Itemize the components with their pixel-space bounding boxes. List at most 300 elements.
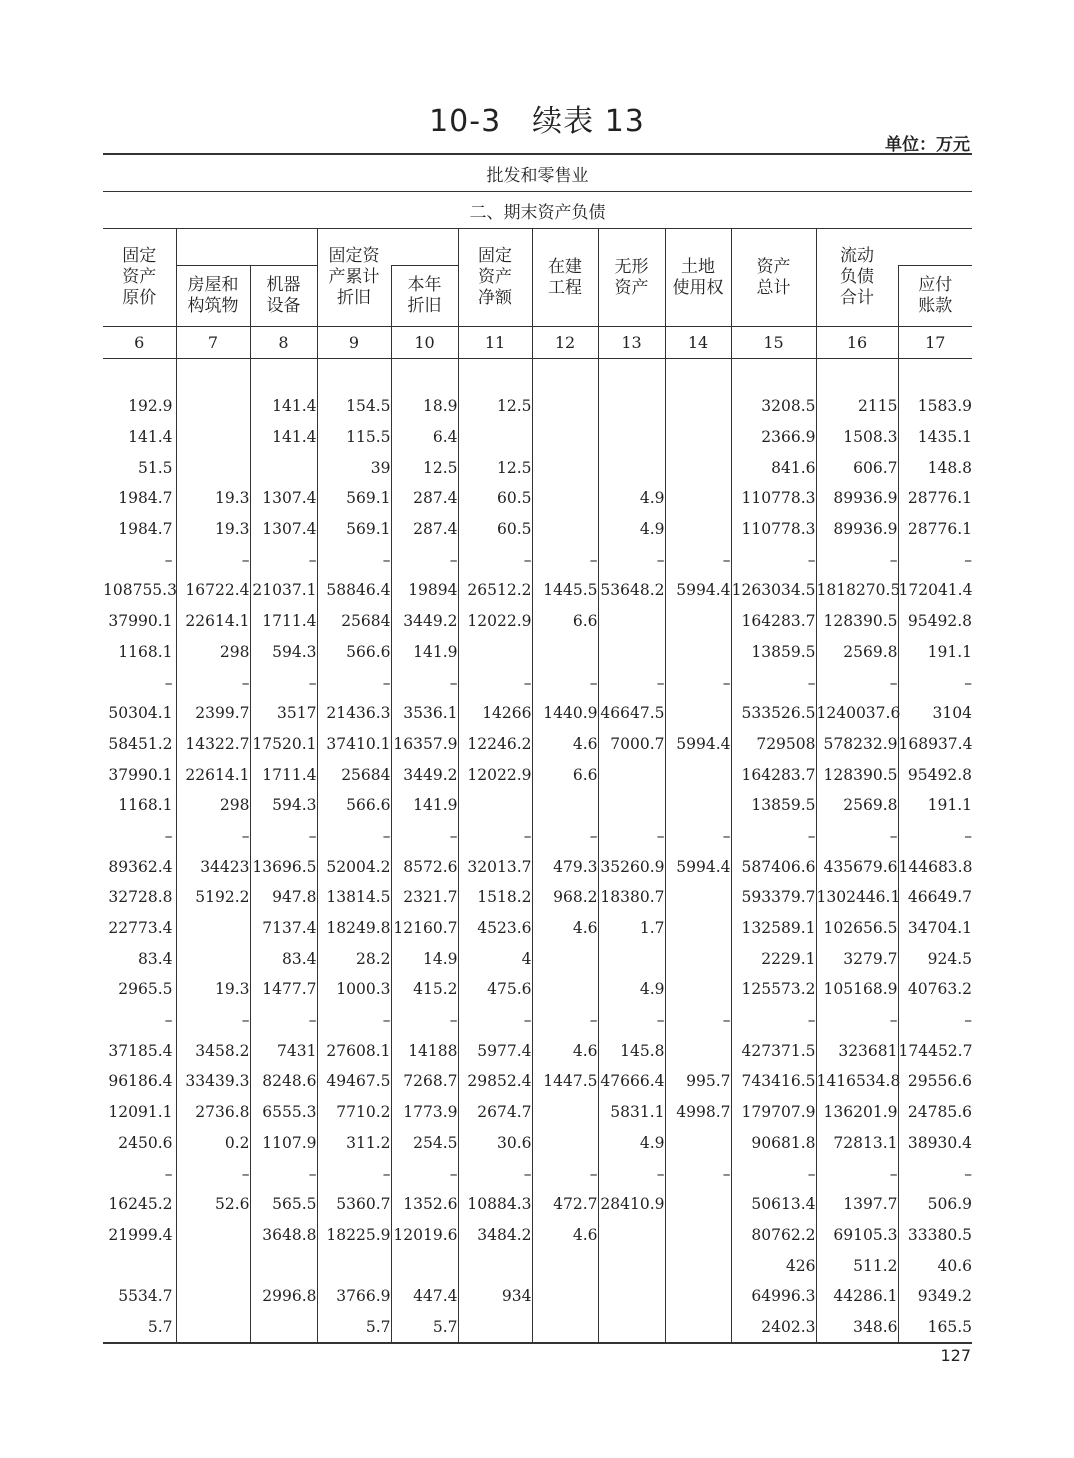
table-cell — [665, 637, 731, 668]
table-cell: 947.8 — [250, 882, 317, 913]
table-row — [103, 422, 972, 453]
table-cell: 4523.6 — [458, 913, 532, 944]
table-cell: – — [532, 667, 598, 698]
table-cell: 60.5 — [458, 483, 532, 514]
table-cell: 24785.6 — [898, 1097, 972, 1128]
table-cell — [250, 1312, 317, 1344]
table-cell: 37185.4 — [108, 1041, 173, 1060]
table-cell: 141.4 — [250, 391, 317, 422]
table-cell: 105168.9 — [816, 974, 898, 1005]
table-cell — [458, 422, 532, 453]
table-row — [103, 821, 972, 852]
table-cell: 174452.7 — [898, 1035, 972, 1066]
table-cell — [532, 1128, 598, 1159]
table-cell: 5.7 — [317, 1312, 391, 1344]
table-cell: – — [176, 544, 250, 575]
table-row — [103, 943, 972, 974]
table-cell: 569.1 — [317, 514, 391, 545]
table-cell: – — [665, 667, 731, 698]
table-cell — [176, 1312, 250, 1344]
column-number: 9 — [317, 327, 391, 359]
table-cell: 479.3 — [532, 851, 598, 882]
table-cell: 4.9 — [598, 514, 665, 545]
table-cell: 594.3 — [250, 790, 317, 821]
table-cell — [665, 943, 731, 974]
table-cell: 1307.4 — [250, 483, 317, 514]
col-header-total-assets: 资产 总计 — [731, 229, 816, 327]
table-cell: 1000.3 — [317, 974, 391, 1005]
table-cell: 12.5 — [458, 391, 532, 422]
table-row — [103, 544, 972, 575]
table-cell — [665, 1281, 731, 1312]
column-number: 7 — [176, 327, 250, 359]
table-cell — [532, 1097, 598, 1128]
table-cell: 25684 — [317, 606, 391, 637]
table-cell: 168937.4 — [898, 729, 972, 760]
table-row — [103, 452, 972, 483]
table-cell: 3449.2 — [391, 759, 458, 790]
table-cell: – — [898, 667, 972, 698]
table-cell: 22614.1 — [176, 606, 250, 637]
table-cell: 415.2 — [391, 974, 458, 1005]
table-cell: 35260.9 — [598, 851, 665, 882]
table-cell — [176, 452, 250, 483]
table-cell — [665, 1312, 731, 1344]
table-row — [103, 1281, 972, 1312]
table-cell: – — [250, 821, 317, 852]
table-cell: – — [731, 821, 816, 852]
table-cell: – — [816, 1005, 898, 1036]
table-cell: 2569.8 — [816, 790, 898, 821]
table-cell — [391, 1250, 458, 1281]
table-row — [103, 637, 972, 668]
table-cell — [176, 422, 250, 453]
table-cell: 3517 — [250, 698, 317, 729]
table-cell: – — [250, 1005, 317, 1036]
table-cell: – — [816, 1158, 898, 1189]
table-cell: 511.2 — [816, 1250, 898, 1281]
page-number: 127 — [940, 1346, 971, 1365]
table-cell: 12091.1 — [108, 1103, 173, 1122]
table-cell — [598, 1250, 665, 1281]
table-cell: 0.2 — [176, 1128, 250, 1159]
table-cell: 7268.7 — [391, 1066, 458, 1097]
table-cell: 323681 — [816, 1035, 898, 1066]
table-cell: 154.5 — [317, 391, 391, 422]
table-cell: 578232.9 — [816, 729, 898, 760]
table-cell: 5994.4 — [665, 729, 731, 760]
table-cell: 8248.6 — [250, 1066, 317, 1097]
table-cell: 934 — [458, 1281, 532, 1312]
table-cell: 28776.1 — [898, 514, 972, 545]
table-cell: 348.6 — [816, 1312, 898, 1344]
table-cell: 89936.9 — [816, 483, 898, 514]
table-cell: – — [458, 1005, 532, 1036]
table-cell: – — [391, 1158, 458, 1189]
table-cell: – — [816, 544, 898, 575]
table-cell: 1773.9 — [391, 1097, 458, 1128]
table-cell — [598, 606, 665, 637]
column-number: 6 — [103, 327, 176, 359]
table-cell: 29556.6 — [898, 1066, 972, 1097]
table-cell: 2115 — [816, 391, 898, 422]
table-cell: 4.9 — [598, 1128, 665, 1159]
table-cell: 1445.5 — [532, 575, 598, 606]
table-cell: 16245.2 — [108, 1195, 173, 1214]
table-cell: – — [164, 826, 173, 845]
table-cell — [103, 1250, 176, 1281]
table-row — [103, 790, 972, 821]
table-cell: 6.6 — [532, 606, 598, 637]
table-cell: 533526.5 — [731, 698, 816, 729]
table-cell: 128390.5 — [816, 759, 898, 790]
column-number: 17 — [898, 327, 972, 359]
table-cell: 4.9 — [598, 483, 665, 514]
table-cell: 4 — [458, 943, 532, 974]
table-cell: 12022.9 — [458, 606, 532, 637]
table-cell — [532, 1281, 598, 1312]
table-cell: – — [898, 821, 972, 852]
col-header-accounts-payable: 应付 账款 — [898, 266, 972, 327]
table-cell: 8572.6 — [391, 851, 458, 882]
section-band: 二、期末资产负债 — [103, 192, 972, 229]
table-cell: 164283.7 — [731, 606, 816, 637]
table-cell — [598, 1312, 665, 1344]
table-cell: 16357.9 — [391, 729, 458, 760]
table-cell: 37410.1 — [317, 729, 391, 760]
column-number: 11 — [458, 327, 532, 359]
table-cell: – — [532, 821, 598, 852]
table-cell: – — [898, 544, 972, 575]
table-cell: 95492.8 — [898, 759, 972, 790]
table-cell: – — [458, 667, 532, 698]
table-row — [103, 974, 972, 1005]
table-row — [103, 1005, 972, 1036]
table-cell: – — [458, 821, 532, 852]
table-cell: 165.5 — [898, 1312, 972, 1344]
table-cell: 7710.2 — [317, 1097, 391, 1128]
table-cell: 58846.4 — [317, 575, 391, 606]
table-cell: 594.3 — [250, 637, 317, 668]
table-cell: 27608.1 — [317, 1035, 391, 1066]
table-cell — [176, 1281, 250, 1312]
table-row — [103, 698, 972, 729]
table-cell: 18249.8 — [317, 913, 391, 944]
table-cell — [598, 790, 665, 821]
table-row — [103, 1250, 972, 1281]
table-cell: – — [598, 1005, 665, 1036]
table-cell: 141.9 — [391, 790, 458, 821]
table-cell — [532, 452, 598, 483]
table-cell: 4.9 — [598, 974, 665, 1005]
table-cell: 17520.1 — [250, 729, 317, 760]
table-cell: 39 — [317, 452, 391, 483]
table-cell: 141.4 — [128, 428, 173, 447]
table-cell — [665, 606, 731, 637]
table-cell: 128390.5 — [816, 606, 898, 637]
table-row — [103, 1128, 972, 1159]
table-cell: 40.6 — [898, 1250, 972, 1281]
table-cell: 136201.9 — [816, 1097, 898, 1128]
col-header-machinery: 机器 设备 — [250, 266, 317, 327]
table-cell: 83.4 — [137, 949, 173, 968]
table-cell: 25684 — [317, 759, 391, 790]
table-cell: 6.4 — [391, 422, 458, 453]
table-cell: 298 — [176, 637, 250, 668]
table-cell: 447.4 — [391, 1281, 458, 1312]
table-row — [103, 1158, 972, 1189]
table-cell — [176, 1220, 250, 1251]
table-row — [103, 606, 972, 637]
table-cell: 52.6 — [176, 1189, 250, 1220]
table-cell: – — [317, 1005, 391, 1036]
table-cell: 13859.5 — [731, 790, 816, 821]
table-cell: 3648.8 — [250, 1220, 317, 1251]
table-cell: 110778.3 — [731, 483, 816, 514]
table-row — [103, 882, 972, 913]
table-cell: – — [317, 544, 391, 575]
table-cell: – — [898, 1005, 972, 1036]
table-cell: 28776.1 — [898, 483, 972, 514]
table-cell: 32013.7 — [458, 851, 532, 882]
table-cell: 90681.8 — [731, 1128, 816, 1159]
table-cell: 475.6 — [458, 974, 532, 1005]
table-cell: 6.6 — [532, 759, 598, 790]
table-cell: – — [731, 667, 816, 698]
table-cell: 1435.1 — [898, 422, 972, 453]
table-cell: 1984.7 — [118, 489, 173, 508]
table-cell: 1447.5 — [532, 1066, 598, 1097]
table-cell: 3208.5 — [731, 391, 816, 422]
table-cell: 587406.6 — [731, 851, 816, 882]
table-cell: – — [164, 1164, 173, 1183]
table-cell: 2965.5 — [118, 980, 173, 999]
table-cell: 37990.1 — [108, 765, 173, 784]
table-cell: 1711.4 — [250, 759, 317, 790]
table-cell: – — [598, 544, 665, 575]
table-cell: 1.7 — [598, 913, 665, 944]
table-cell: 1168.1 — [118, 642, 173, 661]
table-cell: 729508 — [731, 729, 816, 760]
table-cell: 606.7 — [816, 452, 898, 483]
table-row — [103, 1035, 972, 1066]
table-cell — [532, 1250, 598, 1281]
table-cell: 12022.9 — [458, 759, 532, 790]
table-cell — [458, 790, 532, 821]
table-row — [103, 759, 972, 790]
table-cell: 46647.5 — [598, 698, 665, 729]
table-cell: 28410.9 — [598, 1189, 665, 1220]
table-cell — [665, 483, 731, 514]
table-row — [103, 1312, 972, 1344]
table-cell: – — [731, 544, 816, 575]
table-cell: 3104 — [898, 698, 972, 729]
table-cell: 5534.7 — [118, 1287, 173, 1306]
table-cell: 311.2 — [317, 1128, 391, 1159]
table-cell: 51.5 — [137, 458, 173, 477]
table-cell: 5.7 — [103, 1312, 176, 1344]
table-cell: 14266 — [458, 698, 532, 729]
page-title: 10-3 续表 13 — [429, 104, 645, 139]
table-cell: 1984.7 — [118, 520, 173, 539]
table-cell — [665, 759, 731, 790]
table-cell: – — [665, 1158, 731, 1189]
table-cell: 102656.5 — [816, 913, 898, 944]
column-number: 15 — [731, 327, 816, 359]
table-cell: – — [816, 667, 898, 698]
table-cell: 191.1 — [898, 790, 972, 821]
table-cell: – — [391, 821, 458, 852]
table-cell: 743416.5 — [731, 1066, 816, 1097]
table-cell: 179707.9 — [731, 1097, 816, 1128]
table-cell: 34423 — [176, 851, 250, 882]
table-cell — [665, 882, 731, 913]
table-cell: 13859.5 — [731, 637, 816, 668]
table-cell — [250, 1250, 317, 1281]
table-cell: 1711.4 — [250, 606, 317, 637]
table-cell — [665, 790, 731, 821]
table-cell — [176, 913, 250, 944]
table-cell — [665, 1220, 731, 1251]
table-cell: 5192.2 — [176, 882, 250, 913]
table-cell: – — [164, 673, 173, 692]
table-cell: 33380.5 — [898, 1220, 972, 1251]
table-cell — [458, 1250, 532, 1281]
table-cell: 60.5 — [458, 514, 532, 545]
table-cell: 2399.7 — [176, 698, 250, 729]
table-cell: – — [532, 1005, 598, 1036]
table-cell: 2674.7 — [458, 1097, 532, 1128]
table-cell: 12019.6 — [391, 1220, 458, 1251]
table-cell: 115.5 — [317, 422, 391, 453]
table-cell: – — [391, 1005, 458, 1036]
table-cell: – — [317, 821, 391, 852]
table-row — [103, 575, 972, 606]
table-cell: 172041.4 — [898, 575, 972, 606]
table-cell: 50613.4 — [731, 1189, 816, 1220]
table-cell: 968.2 — [532, 882, 598, 913]
table-cell — [532, 1312, 598, 1344]
table-cell: 1477.7 — [250, 974, 317, 1005]
table-cell: 83.4 — [250, 943, 317, 974]
table-cell — [176, 943, 250, 974]
table-cell: 427371.5 — [731, 1035, 816, 1066]
table-cell: 19.3 — [176, 483, 250, 514]
table-cell: 37990.1 — [108, 612, 173, 631]
table-cell — [665, 974, 731, 1005]
table-cell: 40763.2 — [898, 974, 972, 1005]
table-cell — [176, 1250, 250, 1281]
col-header-construction-in-progress: 在建 工程 — [532, 229, 598, 327]
table-cell: 22773.4 — [108, 919, 173, 938]
table-cell: – — [816, 821, 898, 852]
table-cell: 1302446.1 — [816, 882, 898, 913]
table-cell: 3536.1 — [391, 698, 458, 729]
column-number: 13 — [598, 327, 665, 359]
table-cell — [250, 452, 317, 483]
table-cell: – — [391, 667, 458, 698]
table-cell: 565.5 — [250, 1189, 317, 1220]
table-cell — [532, 974, 598, 1005]
table-cell: – — [532, 1158, 598, 1189]
table-cell: 1508.3 — [816, 422, 898, 453]
table-cell: – — [898, 1158, 972, 1189]
table-row — [103, 667, 972, 698]
col-header-intangible-assets: 无形 资产 — [598, 229, 665, 327]
table-cell: 6555.3 — [250, 1097, 317, 1128]
table-cell — [598, 1281, 665, 1312]
table-cell: 566.6 — [317, 637, 391, 668]
table-cell: 995.7 — [665, 1066, 731, 1097]
table-cell: 64996.3 — [731, 1281, 816, 1312]
table-cell — [532, 391, 598, 422]
table-cell: 2996.8 — [250, 1281, 317, 1312]
table-cell: – — [391, 544, 458, 575]
table-cell: 4.6 — [532, 729, 598, 760]
table-cell: 14188 — [391, 1035, 458, 1066]
table-cell: 12160.7 — [391, 913, 458, 944]
col-header-fixed-assets-original: 固定 资产 原价 — [103, 229, 176, 327]
column-number: 14 — [665, 327, 731, 359]
table-cell: 2569.8 — [816, 637, 898, 668]
table-cell: 287.4 — [391, 514, 458, 545]
table-cell: 5360.7 — [317, 1189, 391, 1220]
table-cell: 89936.9 — [816, 514, 898, 545]
table-cell: 472.7 — [532, 1189, 598, 1220]
table-row — [103, 1189, 972, 1220]
table-cell: 12.5 — [391, 452, 458, 483]
table-cell: 14322.7 — [176, 729, 250, 760]
table-cell: 1168.1 — [118, 796, 173, 815]
table-cell: – — [176, 667, 250, 698]
table-cell: 4998.7 — [665, 1097, 731, 1128]
table-cell: 89362.4 — [108, 857, 173, 876]
table-cell: 298 — [176, 790, 250, 821]
table-cell — [665, 1250, 731, 1281]
table-cell: – — [598, 667, 665, 698]
table-cell: – — [176, 1005, 250, 1036]
table-cell: 3484.2 — [458, 1220, 532, 1251]
table-cell: 1518.2 — [458, 882, 532, 913]
table-cell: 5977.4 — [458, 1035, 532, 1066]
table-cell: 44286.1 — [816, 1281, 898, 1312]
table-cell: – — [317, 667, 391, 698]
table-cell: 58451.2 — [108, 734, 173, 753]
table-cell: – — [731, 1005, 816, 1036]
table-cell: 19.3 — [176, 974, 250, 1005]
table-cell: 38930.4 — [898, 1128, 972, 1159]
table-cell: 19894 — [391, 575, 458, 606]
table-cell: 1818270.5 — [816, 575, 898, 606]
table-cell: 52004.2 — [317, 851, 391, 882]
table-cell — [598, 943, 665, 974]
col-header-current-year-depreciation: 本年 折旧 — [391, 266, 458, 327]
table-cell: – — [458, 1158, 532, 1189]
table-cell: – — [598, 821, 665, 852]
table-cell: 1440.9 — [532, 698, 598, 729]
table-cell: 2321.7 — [391, 882, 458, 913]
table-cell: 1107.9 — [250, 1128, 317, 1159]
table-cell: 47666.4 — [598, 1066, 665, 1097]
table-cell: – — [250, 667, 317, 698]
table-cell: 3449.2 — [391, 606, 458, 637]
table-cell: 18380.7 — [598, 882, 665, 913]
table-cell: 4.6 — [532, 1035, 598, 1066]
table-cell: 21436.3 — [317, 698, 391, 729]
table-cell: 1352.6 — [391, 1189, 458, 1220]
table-cell: 2736.8 — [176, 1097, 250, 1128]
table-cell: 7000.7 — [598, 729, 665, 760]
